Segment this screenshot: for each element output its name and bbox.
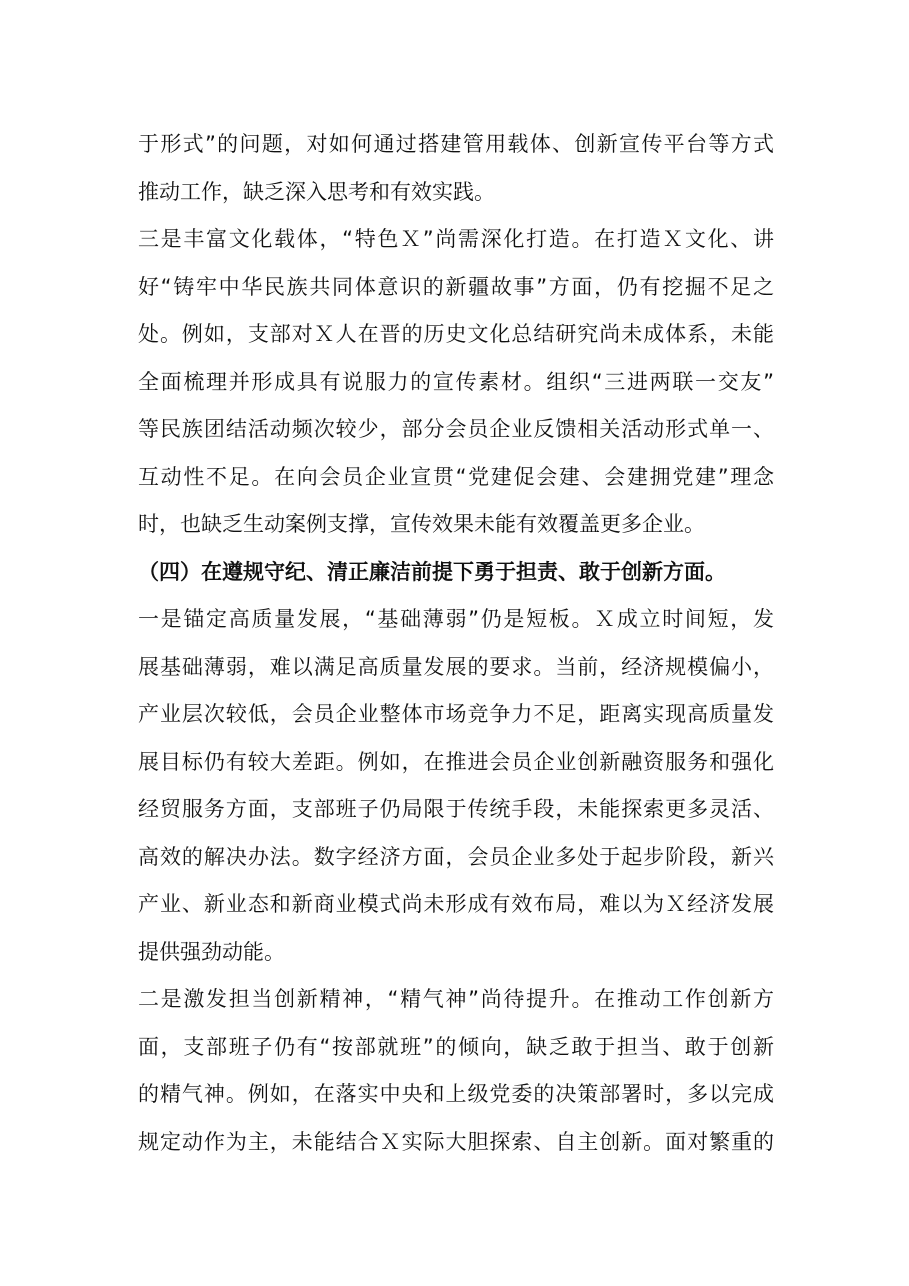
text-line: 等民族团结活动频次较少，部分会员企业反馈相关活动形式单一、 — [138, 417, 774, 441]
text-line: 好“铸牢中华民族共同体意识的新疆故事”方面，仍有挖掘不足之 — [138, 274, 774, 299]
text-line: 时，也缺乏生动案例支撑，宣传效果未能有效覆盖更多企业。 — [138, 512, 705, 536]
text-line: 产业层次较低，会员企业整体市场竞争力不足，距离实现高质量发 — [138, 702, 774, 726]
text-line: 面，支部班子仍有“按部就班”的倾向，缺乏敢于担当、敢于创新 — [138, 1034, 774, 1059]
text-line: 经贸服务方面，支部班子仍局限于传统手段，未能探索更多灵活、 — [138, 797, 774, 821]
text-line: 的精气神。例如，在落实中央和上级党委的决策部署时，多以完成 — [138, 1082, 774, 1106]
text-line: 于形式”的问题，对如何通过搭建管用载体、创新宣传平台等方式 — [138, 132, 774, 156]
text-line: 展目标仍有较大差距。例如，在推进会员企业创新融资服务和强化 — [138, 749, 774, 774]
text-line: 全面梳理并形成具有说服力的宣传素材。组织“三进两联一交友” — [138, 369, 774, 394]
text-line: 处。例如，支部对Ｘ人在晋的历史文化总结研究尚未成体系，未能 — [138, 322, 774, 346]
text-line: 规定动作为主，未能结合Ｘ实际大胆探索、自主创新。面对繁重的 — [138, 1129, 774, 1154]
text-line: 展基础薄弱，难以满足高质量发展的要求。当前，经济规模偏小， — [138, 654, 774, 679]
text-line: 产业、新业态和新商业模式尚未形成有效布局，难以为Ｘ经济发展 — [138, 892, 774, 916]
text-line: 三是丰富文化载体，“特色Ｘ”尚需深化打造。在打造Ｘ文化、讲 — [138, 227, 774, 251]
text-line: 一是锚定高质量发展，“基础薄弱”仍是短板。Ｘ成立时间短，发 — [138, 607, 774, 631]
text-line: 提供强劲动能。 — [138, 939, 285, 964]
section-heading: （四）在遵规守纪、清正廉洁前提下勇于担责、敢于创新方面。 — [138, 559, 726, 584]
document-body — [138, 121, 774, 1166]
text-line: 互动性不足。在向会员企业宣贯“党建促会建、会建拥党建”理念 — [138, 464, 774, 489]
text-line: 高效的解决办法。数字经济方面，会员企业多处于起步阶段，新兴 — [138, 844, 774, 869]
text-line: 二是激发担当创新精神，“精气神”尚待提升。在推动工作创新方 — [138, 987, 774, 1011]
text-line: 推动工作，缺乏深入思考和有效实践。 — [138, 179, 495, 204]
